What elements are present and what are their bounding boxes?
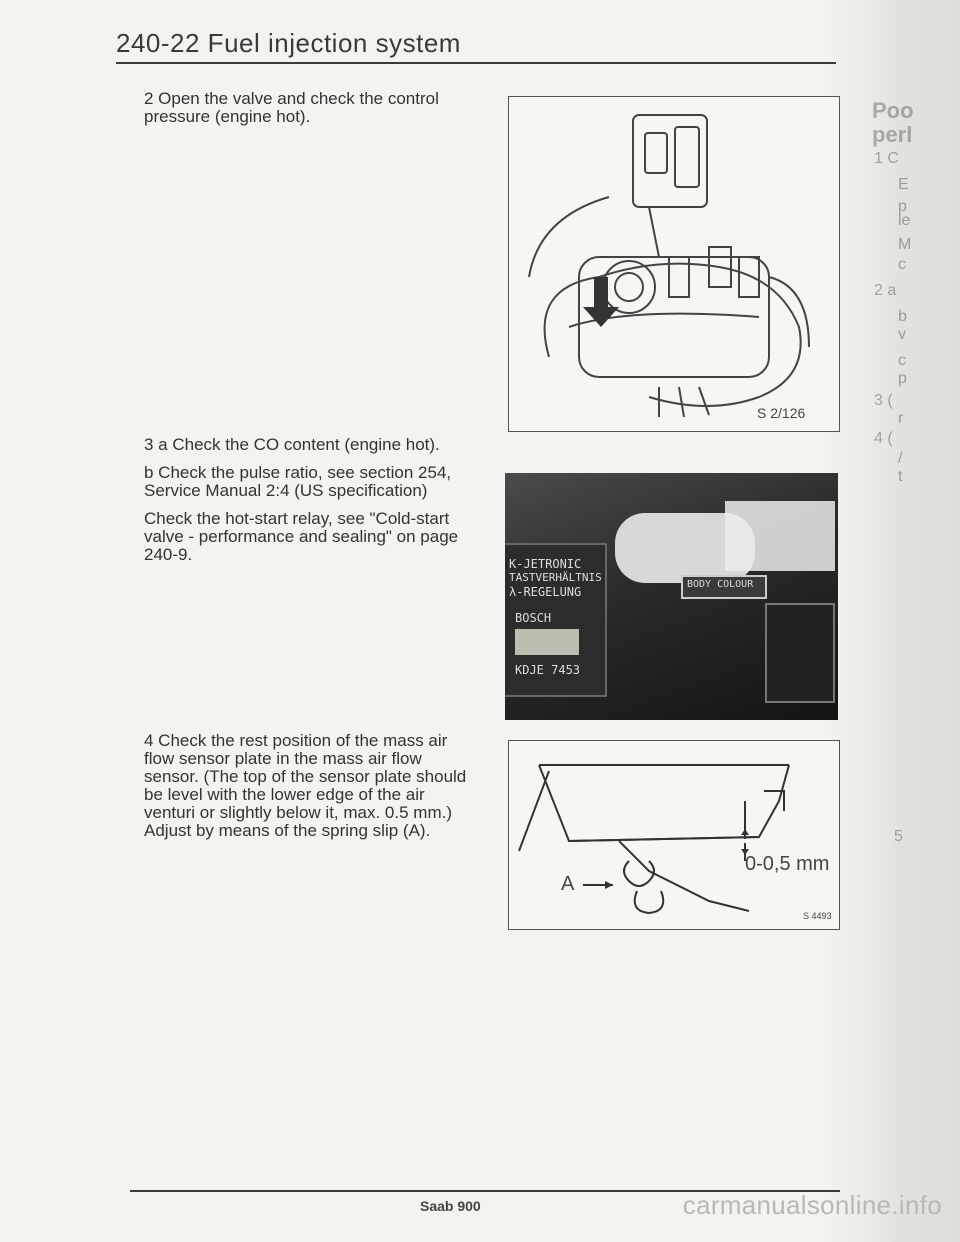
photo-label: K-JETRONIC bbox=[509, 557, 582, 571]
page-binding-shadow bbox=[830, 0, 960, 1242]
photo-label: TASTVERHÄLTNIS bbox=[509, 571, 602, 584]
air-flow-sensor-figure bbox=[508, 740, 840, 930]
dimension-label: 0-0,5 mm bbox=[745, 853, 830, 875]
footer-text: Saab 900 bbox=[420, 1198, 481, 1214]
step-4-paragraph: 4 Check the rest position of the mass air flow sensor plate in the mass air flow sensor. (The top of the sensor plate should be level with the lower edge of the air venturi or slightly below it, max. 0.5 mm.) Adjust by means of the spring slip (A). bbox=[144, 731, 467, 840]
step-4-text bbox=[144, 732, 480, 850]
control-pressure-figure bbox=[508, 96, 840, 432]
step-2-paragraph: 2 Open the valve and check the control pressure (engine hot). bbox=[144, 89, 439, 126]
step-3c-paragraph: Check the hot-start relay, see "Cold-start valve - performance and sealing" on page 240-9. bbox=[144, 509, 459, 564]
meter-dial bbox=[515, 629, 579, 655]
co-test-photo bbox=[505, 473, 838, 720]
figure-code: S 4493 bbox=[803, 911, 832, 921]
photo-label: BODY COLOUR bbox=[687, 579, 754, 590]
sensor-plate-diagram bbox=[509, 741, 839, 929]
watermark: carmanualsonline.info bbox=[682, 1190, 942, 1220]
step-3-text bbox=[144, 436, 484, 574]
page-title: 240-22 Fuel injection system bbox=[116, 28, 461, 58]
fuel-distributor-illustration bbox=[509, 97, 839, 431]
photo-label: KDJE 7453 bbox=[515, 663, 581, 677]
warning-sticker bbox=[725, 501, 835, 571]
photo-label: λ-REGELUNG bbox=[509, 585, 582, 599]
photo-label: BOSCH bbox=[515, 611, 552, 625]
step-3b-paragraph: b Check the pulse ratio, see section 254, Service Manual 2:4 (US specification) bbox=[144, 463, 452, 500]
pointer-label: A bbox=[561, 873, 575, 895]
step-3a-paragraph: 3 a Check the CO content (engine hot). bbox=[144, 435, 440, 454]
figure-code: S 2/126 bbox=[757, 405, 806, 421]
fuse-box bbox=[765, 603, 835, 703]
header-rule bbox=[116, 62, 836, 64]
step-2-text bbox=[144, 90, 484, 136]
